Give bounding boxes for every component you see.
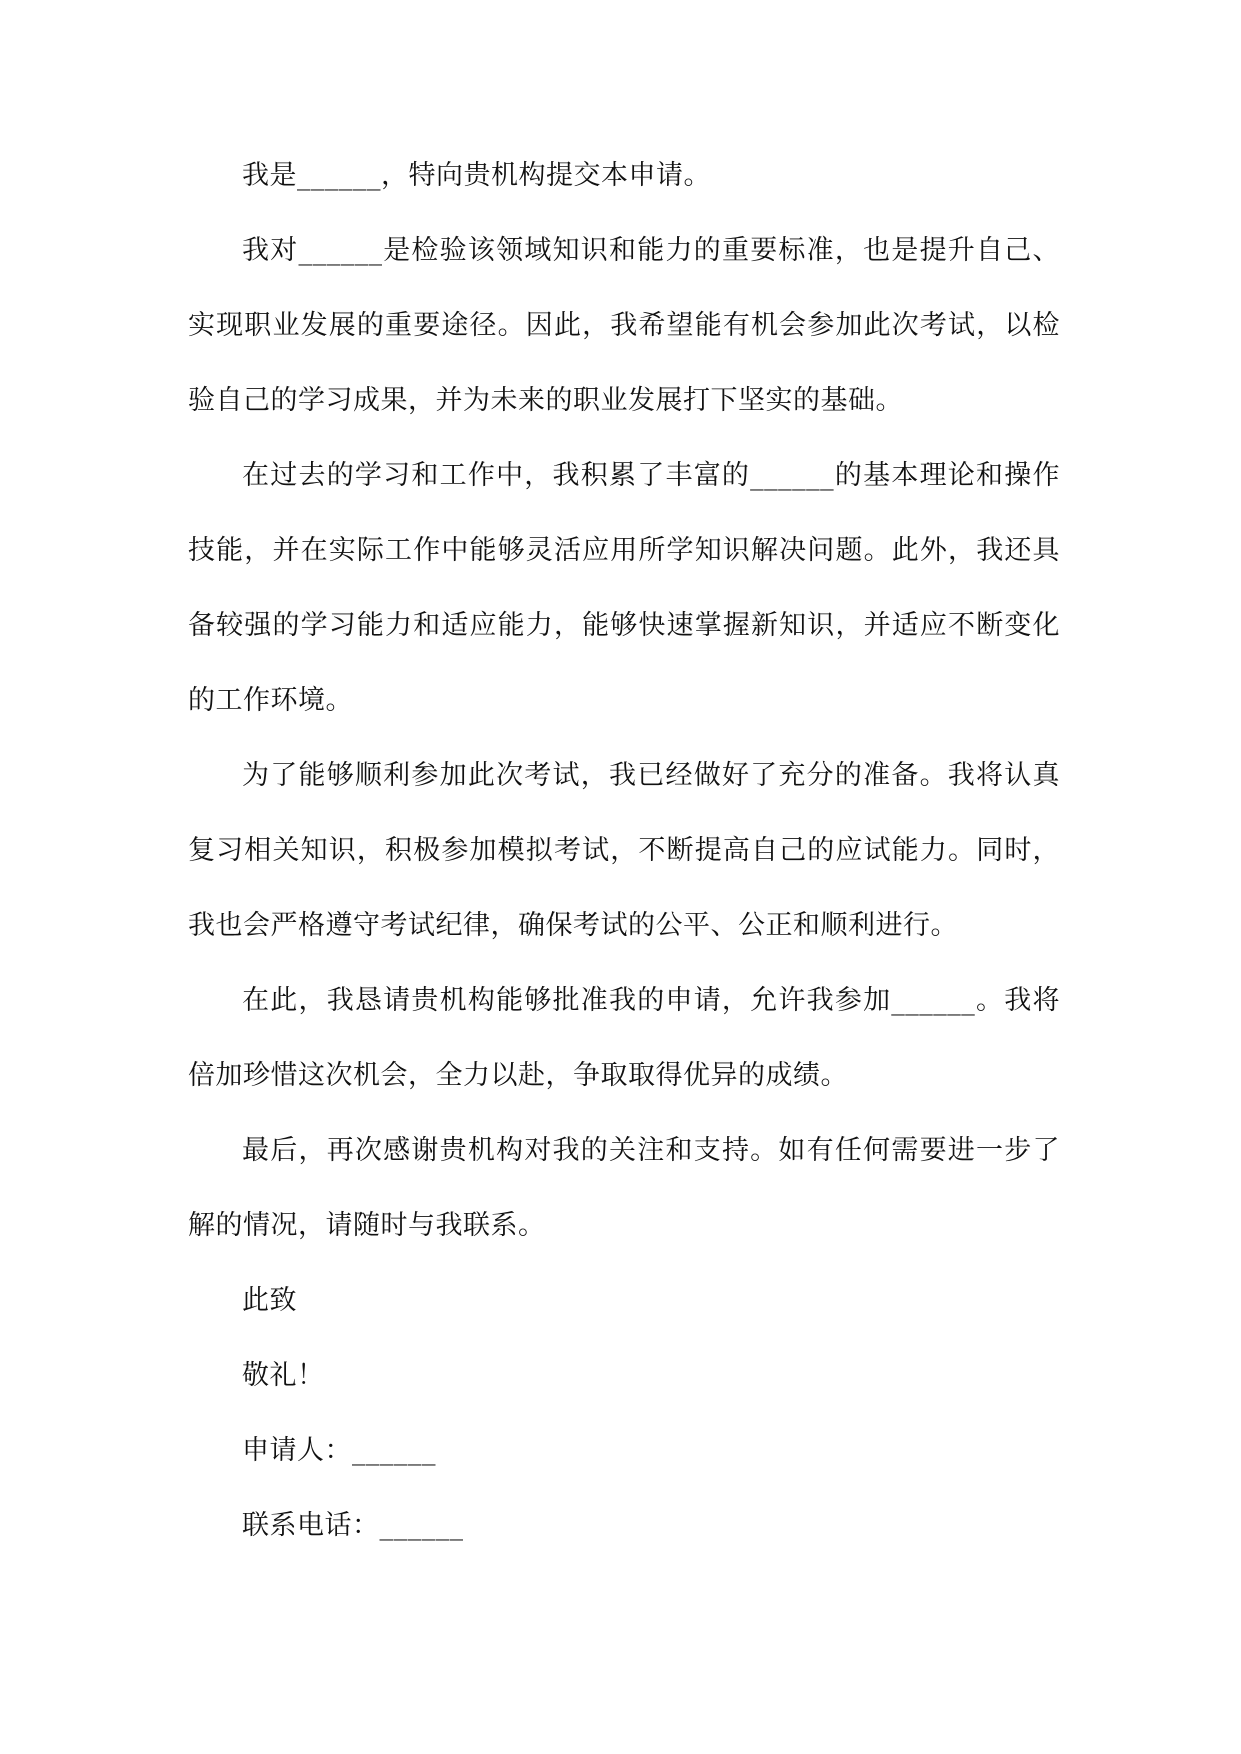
letter-body <box>188 138 1060 1563</box>
closing-salutation: 此致 <box>242 1285 297 1316</box>
paragraph-intro: 我是______，特向贵机构提交本申请。 <box>242 160 711 191</box>
paragraph-experience: 在过去的学习和工作中，我积累了丰富的______的基本理论和操作技能，并在实际工作中能够灵活应用所学知识解决问题。此外，我还具备较强的学习能力和适应能力，能够快速掌握新知识，并适应不断变化的工作环境。 <box>188 460 1060 716</box>
closing-regards: 敬礼！ <box>242 1360 325 1391</box>
paragraph-preparation: 为了能够顺利参加此次考试，我已经做好了充分的准备。我将认真复习相关知识，积极参加模拟考试，不断提高自己的应试能力。同时，我也会严格遵守考试纪律，确保考试的公平、公正和顺利进行。 <box>188 760 1060 941</box>
paragraph-request: 在此，我恳请贵机构能够批准我的申请，允许我参加______。我将倍加珍惜这次机会，全力以赴，争取取得优异的成绩。 <box>188 985 1060 1091</box>
phone-line: 联系电话：______ <box>242 1510 464 1541</box>
paragraph-thanks: 最后，再次感谢贵机构对我的关注和支持。如有任何需要进一步了解的情况，请随时与我联系。 <box>188 1135 1060 1241</box>
paragraph-motivation: 我对______是检验该领域知识和能力的重要标准，也是提升自己、实现职业发展的重要途径。因此，我希望能有机会参加此次考试，以检验自己的学习成果，并为未来的职业发展打下坚实的基础。 <box>188 235 1060 416</box>
applicant-line: 申请人：______ <box>242 1435 436 1466</box>
